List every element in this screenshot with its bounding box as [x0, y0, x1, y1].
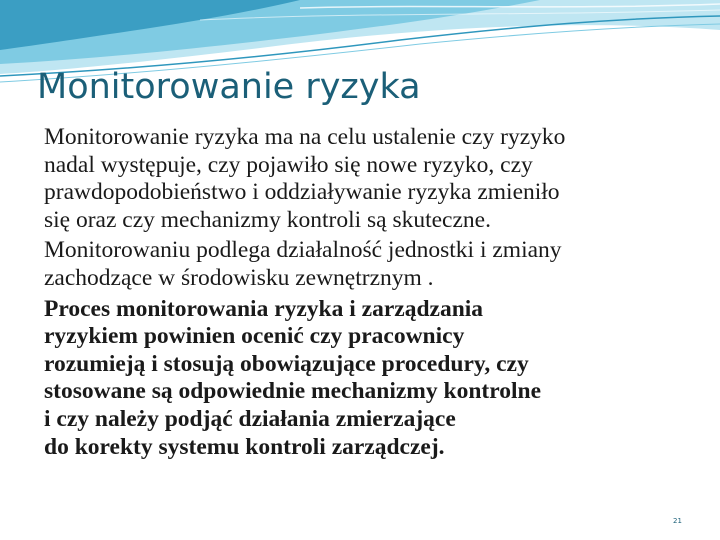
paragraph-risk-monitoring-purpose	[44, 124, 684, 234]
text-line: i czy należy podjąć działania zmierzające	[44, 405, 456, 432]
text-line: stosowane są odpowiednie mechanizmy kontrolne	[44, 378, 542, 405]
slide-title: Monitorowanie ryzyka	[37, 67, 421, 107]
text-line: Monitorowanie ryzyka ma na celu ustalenie czy ryzyko	[44, 124, 566, 150]
text-line: do korekty systemu kontroli zarządczej.	[44, 433, 445, 460]
text-line: prawdopodobieństwo i oddziaływanie ryzyka zmieniło	[44, 179, 560, 206]
text-line: ryzykiem powinien ocenić czy pracownicy	[44, 323, 465, 350]
page-number: 21	[673, 517, 682, 525]
text-line: Monitorowaniu podlega działalność jednostki i zmiany	[44, 237, 562, 264]
text-line: rozumieją i stosują obowiązujące procedury, czy	[44, 350, 529, 377]
text-line: nadal występuje, czy pojawiło się nowe ryzyko, czy	[44, 151, 533, 178]
paragraph-monitoring-scope	[44, 237, 684, 292]
text-line: zachodzące w środowisku zewnętrznym .	[44, 264, 434, 291]
paragraph-monitoring-process	[44, 296, 684, 462]
text-line: Proces monitorowania ryzyka i zarządzania	[44, 295, 484, 322]
text-line: się oraz czy mechanizmy kontroli są skuteczne.	[44, 206, 491, 233]
slide-body	[44, 124, 684, 461]
